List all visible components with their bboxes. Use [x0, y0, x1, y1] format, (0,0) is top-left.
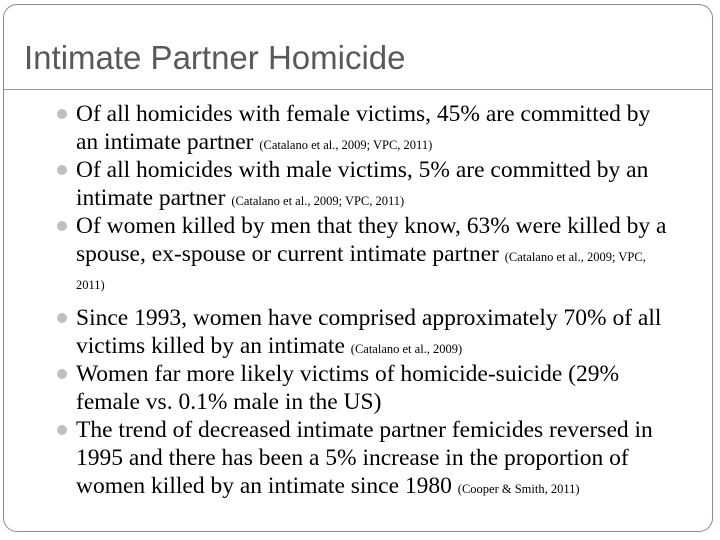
bullet-text: Of all homicides with female victims, 45% are committed by an intimate partner	[76, 101, 651, 155]
bullet-citation: (Cooper & Smith, 2011)	[457, 482, 580, 496]
bullet-item	[57, 304, 677, 360]
bullet-citation: (Catalano et al., 2009; VPC, 2011)	[231, 194, 405, 208]
bullet-text: Women far more likely victims of homicide-suicide (29% female vs. 0.1% male in the US)	[76, 361, 620, 415]
bullet-item	[57, 212, 677, 296]
slide-title: Intimate Partner Homicide	[24, 39, 406, 76]
bullet-text: Since 1993, women have comprised approximately 70% of all victims killed by an intimate	[76, 305, 662, 359]
bullet-dot-icon	[57, 313, 67, 323]
bullet-text: Of all homicides with male victims, 5% are committed by an intimate partner	[76, 157, 649, 211]
bullet-dot-icon	[57, 109, 67, 119]
bullet-item	[57, 360, 677, 416]
bullet-citation: (Catalano et al., 2009; VPC, 2011)	[259, 138, 433, 152]
bullet-item	[57, 156, 677, 212]
bullet-dot-icon	[57, 221, 67, 231]
bullet-list	[57, 100, 677, 500]
bullet-citation: (Catalano et al., 2009; VPC, 2011)	[76, 250, 646, 292]
bullet-text: Of women killed by men that they know, 63% were killed by a spouse, ex-spouse or current intimate partner	[76, 213, 667, 267]
bullet-dot-icon	[57, 165, 67, 175]
bullet-item	[57, 100, 677, 156]
bullet-dot-icon	[57, 369, 67, 379]
bullet-text: The trend of decreased intimate partner femicides reversed in 1995 and there has been a 5% increase in the proportion of women killed by an intimate since 1980	[76, 417, 653, 499]
bullet-item	[57, 416, 677, 500]
bullet-citation: (Catalano et al., 2009)	[350, 342, 463, 356]
title-divider	[4, 89, 712, 90]
bullet-dot-icon	[57, 425, 67, 435]
slide	[3, 4, 713, 532]
